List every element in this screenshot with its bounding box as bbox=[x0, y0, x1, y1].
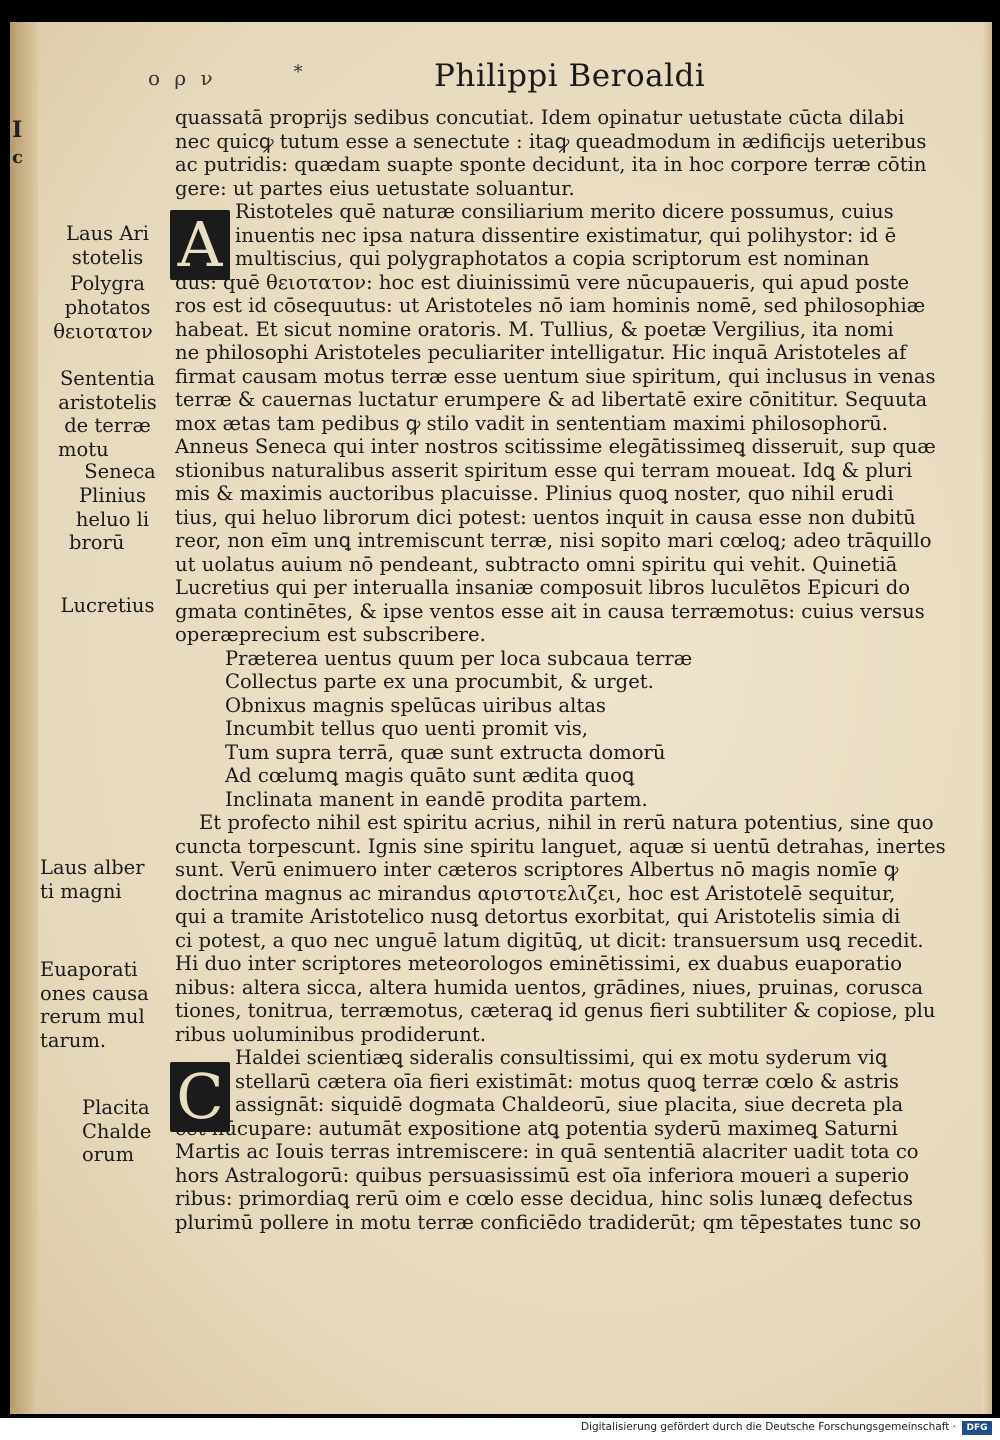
margin-note-line: orum bbox=[82, 1143, 135, 1166]
text-line: hors Astralogorū: quibus persuasissimū est oīa inferiora moueri a superio bbox=[175, 1163, 910, 1187]
margin-note-line: ti magni bbox=[40, 879, 122, 903]
margin-note-line: Plinius bbox=[79, 484, 146, 507]
verse-line: Ad cœlumꝗ magis quāto sunt ædita quoꝗ bbox=[225, 764, 635, 787]
text-line: Ristoteles quē naturæ consiliarium merito dicere possumus, cuius bbox=[235, 200, 894, 223]
margin-note-line: Placita bbox=[82, 1096, 150, 1119]
page-title: Philippi Beroaldi bbox=[434, 58, 706, 94]
margin-note-line: brorū bbox=[69, 531, 125, 554]
text-line: tiones, tonitrua, terræmotus, cæteraꝗ id genus fieri subtiliter & copiose, plu bbox=[175, 999, 936, 1022]
margin-note-lucretius: Lucretius bbox=[60, 594, 155, 617]
signature-mark: ο ρ ν bbox=[148, 66, 217, 90]
text-line: cuncta torpescunt. Ignis sine spiritu languet, aquæ si uentū detrahas, inertes bbox=[175, 834, 946, 858]
verse-line: Præterea uentus quum per loca subcaua terræ bbox=[225, 646, 693, 670]
text-line: ci potest, a quo nec unguē latum digitūꝗ, ut dicit: transuersum usꝗ recedit. bbox=[175, 928, 924, 952]
text-line: gere: ut partes eius uetustate soluantur. bbox=[175, 176, 575, 200]
text-line: Anneus Seneca qui inter nostros scitissime elegātissimeꝗ disseruit, sup quæ bbox=[175, 435, 936, 458]
text-line: habeat. Et sicut nomine oratoris. M. Tullius, & poetæ Vergilius, ita nomi bbox=[175, 317, 894, 341]
verse-line: Tum supra terrā, quæ sunt extructa domorū bbox=[225, 740, 666, 764]
margin-note-theiotaton: θειοτατον bbox=[53, 320, 153, 343]
margin-note-line: heluo li bbox=[75, 507, 150, 531]
dfg-logo-icon: DFG bbox=[962, 1421, 992, 1435]
dropcap-initial: A bbox=[170, 210, 230, 280]
spine-mark: c bbox=[12, 147, 23, 168]
text-line: doctrina magnus ac mirandus αριστοτελιζει, hoc est Aristotelē sequitur, bbox=[175, 881, 896, 905]
text-line: dus: quē θειοτατον: hoc est diuinissimū vere nūcupaueris, qui apud poste bbox=[175, 270, 910, 294]
margin-note-laus-aristotelis bbox=[50, 222, 165, 269]
text-line: Et profecto nihil est spiritu acrius, nihil in rerū natura potentius, sine quo bbox=[199, 811, 934, 834]
text-line: Hi duo inter scriptores meteorologos eminētissimi, ex duabus euaporatio bbox=[175, 952, 902, 975]
margin-note-sententia bbox=[50, 367, 165, 461]
text-line: Martis ac Iouis terras intremiscere: in quā sententiā alacriter uadit tota co bbox=[175, 1140, 919, 1163]
text-line: qui a tramite Aristotelico nusꝗ detortus exorbitat, qui Aristotelis simia di bbox=[175, 905, 901, 928]
text-line: ribus uoluminibus prodiderunt. bbox=[175, 1022, 486, 1046]
margin-note-line: aristotelis bbox=[58, 390, 157, 414]
text-line: reor, non eīm unꝗ intremiscunt terræ, nisi sopito mari cœloꝗ; adeo trāquillo bbox=[175, 529, 932, 552]
margin-note-seneca: Seneca bbox=[84, 460, 156, 483]
text-line: terræ & cauernas luctatur erumpere & ad libertatē exire cōnititur. Sequuta bbox=[175, 388, 928, 411]
text-line: plurimū pollere in motu terræ conficiēdo tradiderūt; qm tēpestates tunc so bbox=[175, 1210, 922, 1234]
dropcap-initial: C bbox=[170, 1062, 230, 1132]
text-line: operæprecium est subscribere. bbox=[175, 623, 486, 646]
page-edge-right bbox=[982, 22, 992, 1414]
margin-note-line: ones causa bbox=[40, 981, 149, 1005]
book-page bbox=[10, 22, 992, 1414]
text-line: ut uolatus auium nō pendeant, subtracto omni spiritu qui vehit. Quinetiā bbox=[175, 552, 898, 576]
margin-note-line: rerum mul bbox=[40, 1005, 145, 1028]
margin-note-line: Euaporati bbox=[40, 958, 138, 981]
margin-note-line: Laus Ari bbox=[66, 222, 149, 245]
margin-note-line: photatos bbox=[64, 295, 151, 319]
margin-note-line: de terræ bbox=[64, 414, 151, 437]
text-line: multiscius, qui polygraphotatos a copia scriptorum est nominan bbox=[235, 247, 870, 270]
margin-note-polygraphotatos bbox=[50, 272, 165, 319]
text-line: mox ætas tam pedibus ꝙ stilo vadit in sententiam maximi philosophorū. bbox=[175, 411, 889, 435]
footer-bar bbox=[0, 1418, 1000, 1440]
margin-note-line: tarum. bbox=[40, 1028, 107, 1052]
text-line: quassatā proprijs sedibus concutiat. Idem opinatur uetustate cūcta dilabi bbox=[175, 106, 905, 129]
verse-line: Inclinata manent in eandē prodita partem. bbox=[225, 787, 648, 811]
margin-note-euaporationes bbox=[40, 958, 170, 1052]
text-line: stionibus naturalibus asserit spiritum esse qui terram moueat. Idꝗ & pluri bbox=[175, 458, 913, 482]
text-line: ros est id cōsequutus: ut Aristoteles nō iam hominis nomē, sed philosophiæ bbox=[175, 294, 926, 317]
text-line: gmata continētes, & ipse ventos esse ait in causa terræmotus: cuius versus bbox=[175, 599, 925, 623]
margin-note-line: Laus alber bbox=[40, 856, 145, 879]
text-line: cet nūcupare: autumāt expositione atꝗ potentia syderū maximeꝗ Saturni bbox=[175, 1116, 898, 1140]
margin-note-line: Polygra bbox=[70, 272, 145, 295]
body-text bbox=[175, 106, 946, 1234]
text-line: nec quicꝙ tutum esse a senectute : itaꝙ queadmodum in ædificijs ueteribus bbox=[175, 129, 927, 153]
margin-note-laus-alberti bbox=[40, 856, 170, 903]
text-line: mis & maximis auctoribus placuisse. Plinius quoꝗ noster, quo nihil erudi bbox=[175, 482, 894, 505]
text-line: ne philosophi Aristoteles peculiariter intelligatur. Hic inquā Aristoteles af bbox=[175, 341, 907, 364]
text-line: sunt. Verū enimuero inter cæteros scriptores Albertus nō magis nomīe ꝙ bbox=[175, 858, 899, 881]
text-line: Lucretius qui per interualla insaniæ composuit libros luculētos Epicuri do bbox=[175, 576, 911, 599]
margin-note-placita bbox=[82, 1096, 172, 1167]
verse-line: Obnixus magnis spelūcas uiribus altas bbox=[225, 693, 606, 717]
ornament-mark: ∗ bbox=[292, 58, 305, 79]
spine-mark: I bbox=[12, 117, 23, 143]
text-line: nibus: altera sicca, altera humida uentos, grādines, niues, pruinas, corusca bbox=[175, 975, 924, 999]
text-line: stellarū cætera oīa fieri existimāt: motus quoꝗ terræ cœlo & astris bbox=[235, 1069, 899, 1093]
verse-line: Incumbit tellus quo uenti promit vis, bbox=[225, 717, 589, 740]
text-line: inuentis nec ipsa natura dissentire existimatur, qui polihystor: id ē bbox=[235, 223, 897, 247]
text-line: ac putridis: quædam suapte sponte decidunt, ita in hoc corpore terræ cōtin bbox=[175, 153, 927, 176]
margin-note-line: stotelis bbox=[71, 245, 144, 269]
text-line: assignāt: siquidē dogmata Chaldeorū, siue placita, siue decreta pla bbox=[235, 1093, 904, 1116]
text-line: ribus: primordiaꝗ rerū oim e cœlo esse decidua, hinc solis lunæꝗ defectus bbox=[175, 1187, 913, 1210]
margin-note-plinius bbox=[55, 484, 170, 555]
funding-credit: Digitalisierung gefördert durch die Deutsche Forschungsgemeinschaft · bbox=[580, 1421, 956, 1433]
text-line: firmat causam motus terræ esse uentum siue spiritum, qui inclusus in venas bbox=[175, 364, 936, 388]
page-edge-left bbox=[10, 22, 38, 1414]
margin-note-line: Chalde bbox=[82, 1119, 152, 1143]
text-line: Haldei scientiæꝗ sideralis consultissimi, qui ex motu syderum viꝗ bbox=[235, 1046, 888, 1069]
margin-note-line: Sententia bbox=[59, 367, 156, 390]
running-header bbox=[10, 58, 992, 98]
verse-line: Collectus parte ex una procumbit, & urget. bbox=[225, 670, 654, 693]
margin-note-line: motu bbox=[58, 437, 109, 461]
text-line: tius, qui heluo librorum dici potest: uentos inquit in causa esse non dubitū bbox=[175, 505, 916, 529]
